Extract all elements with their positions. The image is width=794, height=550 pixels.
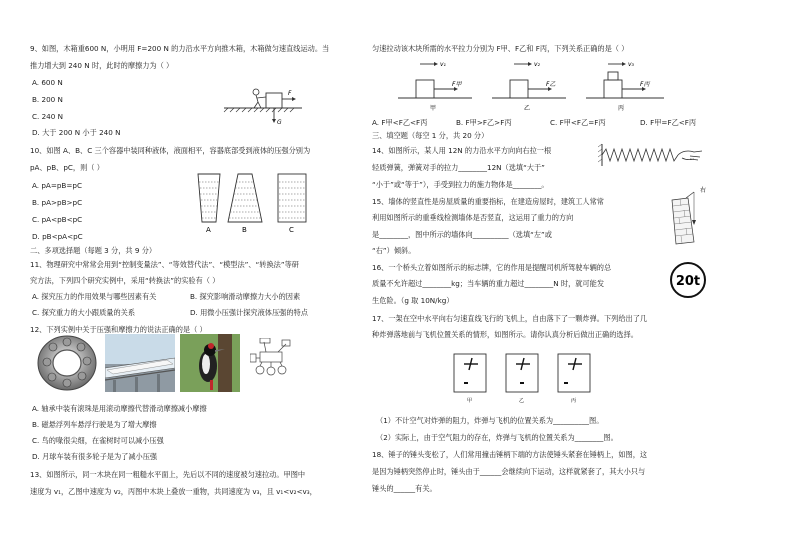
q17-fig-label-jia: 甲 <box>467 398 473 404</box>
q13-stem-2: 速度为 v₁，乙图中速度为 v₂，丙图中木块上叠放一重物，共同速度为 v₃，且 v₁<v₂<v₃， <box>30 487 317 496</box>
q13-option-a: A. F甲<F乙<F丙 <box>372 118 428 127</box>
q13-fig-label-yi: 乙 <box>524 105 531 112</box>
q11-option-d: D. 用微小压强计探究液体压强的特点 <box>190 308 308 317</box>
q11-option-c: C. 探究重力的大小跟质量的关系 <box>32 308 136 317</box>
q18-line-2: 是因为锤柄突然停止时，锤头由于______会继续向下运动，这样就紧套了，其大小只与 <box>372 467 646 476</box>
q9-option-c: C. 240 N <box>32 112 63 121</box>
q10-fig-label-a: A <box>206 226 211 234</box>
q15-line-4: “右”）倾斜。 <box>372 246 416 255</box>
q13-option-c: C. F甲<F乙=F丙 <box>550 118 606 127</box>
q14-line-2: 轻质弹簧，弹簧对手的拉力________12N（选填“大于” <box>372 163 545 172</box>
q17-figure-plane-bomb <box>452 352 602 404</box>
q9-option-d: D. 大于 200 N 小于 240 N <box>32 128 121 137</box>
q10-option-a: A. pA=pB=pC <box>32 181 82 190</box>
q18-line-1: 18、锤子的锤头变松了，人们常用撞击锤柄下端的方法使锤头紧套在锤柄上，如图，这 <box>372 450 648 459</box>
q16-sign-text: 20t <box>675 274 701 289</box>
q15-line-1: 15、墙体的竖直性是房屋质量的重要指标，在建造房屋时，建筑工人常常 <box>372 197 604 206</box>
q14-line-1: 14、如图所示，某人用 12N 的力沿水平方向向右拉一根 <box>372 146 552 155</box>
q17-sub-2: （2）实际上，由于空气阻力的存在，炸弹与飞机的位置关系为________图。 <box>376 433 618 442</box>
q12-option-b: B. 磁悬浮列车悬浮行驶是为了增大摩擦 <box>32 420 157 429</box>
q14-figure-spring-hand <box>598 142 704 168</box>
q12-photo-maglev-train <box>105 334 175 392</box>
q11-stem-2: 究方法，下列四个研究实例中，采用“转换法”的实验有（ ） <box>30 276 220 285</box>
q12-option-a: A. 轴承中装有滚珠是用滚动摩擦代替滑动摩擦减小摩擦 <box>32 404 207 413</box>
q10-figure-containers <box>190 170 320 234</box>
q13-fig-label-bing: 丙 <box>618 105 625 112</box>
q9-fig-label-g: G <box>277 119 282 126</box>
q10-fig-label-b: B <box>242 226 247 234</box>
q16-line-1: 16、一个桥头立着如图所示的标志牌，它的作用是提醒司机所驾驶车辆的总 <box>372 263 612 272</box>
q12-photo-woodpecker <box>180 334 240 392</box>
q13-fig-speed-2: v₂ <box>534 61 540 68</box>
q13-option-b: B. F甲>F乙>F丙 <box>456 118 512 127</box>
q12-figure-lunar-rover <box>250 338 292 382</box>
q15-line-2: 利用如图所示的重垂线检测墙体是否竖直，这运用了重力的方向 <box>372 213 574 222</box>
section-2-heading: 二、多项选择题（每题 3 分，共 9 分） <box>30 246 157 255</box>
q13-stem: 13、如图所示，同一木块在同一粗糙水平面上，先后以不同的速度被匀速拉动。甲图中 <box>30 470 306 479</box>
q11-stem: 11、物理研究中常常会用到“控制变量法”、“等效替代法”、“模型法”、“转换法”等研 <box>30 260 299 269</box>
q11-option-b: B. 探究影响滑动摩擦力大小的因素 <box>190 292 301 301</box>
q12-photo-bearing <box>36 334 98 392</box>
q11-option-a: A. 探究压力的作用效果与哪些因素有关 <box>32 292 157 301</box>
q17-fig-label-bing: 丙 <box>571 398 577 404</box>
q10-option-b: B. pA>pB>pC <box>32 198 83 207</box>
q10-fig-label-c: C <box>289 226 294 234</box>
q9-stem: 9、如图，木箱重600 N，小明用 F=200 N 的力沿水平方向推木箱，木箱做匀速直线运动。当 <box>30 44 330 53</box>
q13-continued: 匀速拉动该木块所需的水平拉力分别为 F甲、F乙和 F丙，下列关系正确的是（ ） <box>372 44 629 53</box>
q13-fig-force-3: F丙 <box>640 81 650 88</box>
q15-figure-wall-plumb <box>666 186 710 246</box>
q17-line-1: 17、一架在空中水平向右匀速直线飞行的飞机上，自由落下了一颗炸弹。下列给出了几 <box>372 314 648 323</box>
q13-option-d: D. F甲=F乙<F丙 <box>640 118 697 127</box>
q9-figure-box-push <box>222 86 304 126</box>
q12-option-c: C. 鸟的喙很尖细，在雀树时可以减小压强 <box>32 436 164 445</box>
q13-fig-label-jia: 甲 <box>430 105 437 112</box>
q9-stem-2: 推力增大到 240 N 时，此时的摩擦力为（ ） <box>30 61 174 70</box>
q17-line-2: 种炸弹落地前与飞机位置关系的情形，如图所示。请你认真分析后做出正确的选择。 <box>372 330 638 339</box>
section-3-heading: 三、填空题（每空 1 分，共 20 分） <box>372 131 489 140</box>
q9-option-a: A. 600 N <box>32 78 63 87</box>
q12-stem: 12、下列实例中关于压强和摩擦力的说法正确的是（ ） <box>30 325 207 334</box>
q14-line-3: “小于”或“等于”），手受到拉力的施力物体是________。 <box>372 180 549 189</box>
q9-fig-label-f: F <box>288 90 292 97</box>
q10-stem-2: pA、pB、pC，则（ ） <box>30 163 104 172</box>
q10-option-d: D. pB<pA<pC <box>32 232 83 241</box>
q13-fig-speed-1: v₁ <box>440 61 446 68</box>
q17-fig-label-yi: 乙 <box>519 398 525 404</box>
q16-line-3: 生危险。（g 取 10N/kg） <box>372 296 454 305</box>
q16-sign-weight-limit <box>668 260 708 300</box>
q13-figure-blocks <box>392 58 674 114</box>
q17-sub-1: （1）不计空气对炸弹的阻力，炸弹与飞机的位置关系为__________图。 <box>376 416 604 425</box>
q13-fig-force-1: F甲 <box>452 81 462 88</box>
q15-line-3: 是________，图中所示的墙体向__________（选填“左”或 <box>372 230 552 239</box>
q16-line-2: 质量不允许超过________kg；当车辆的重力超过________N 时，就可能发 <box>372 279 605 288</box>
q10-option-c: C. pA<pB<pC <box>32 215 83 224</box>
q13-fig-speed-3: v₃ <box>628 61 634 68</box>
q12-option-d: D. 月球车装有很多轮子是为了减小压强 <box>32 452 158 461</box>
q15-fig-label-right: 右 <box>700 187 707 194</box>
q9-option-b: B. 200 N <box>32 95 63 104</box>
q18-line-3: 锤头的______有关。 <box>372 484 437 493</box>
q13-fig-force-2: F乙 <box>546 81 556 88</box>
q10-stem: 10、如图 A、B、C 三个容器中装同种液体，液面相平，容器底部受到液体的压强分别为 <box>30 146 311 155</box>
